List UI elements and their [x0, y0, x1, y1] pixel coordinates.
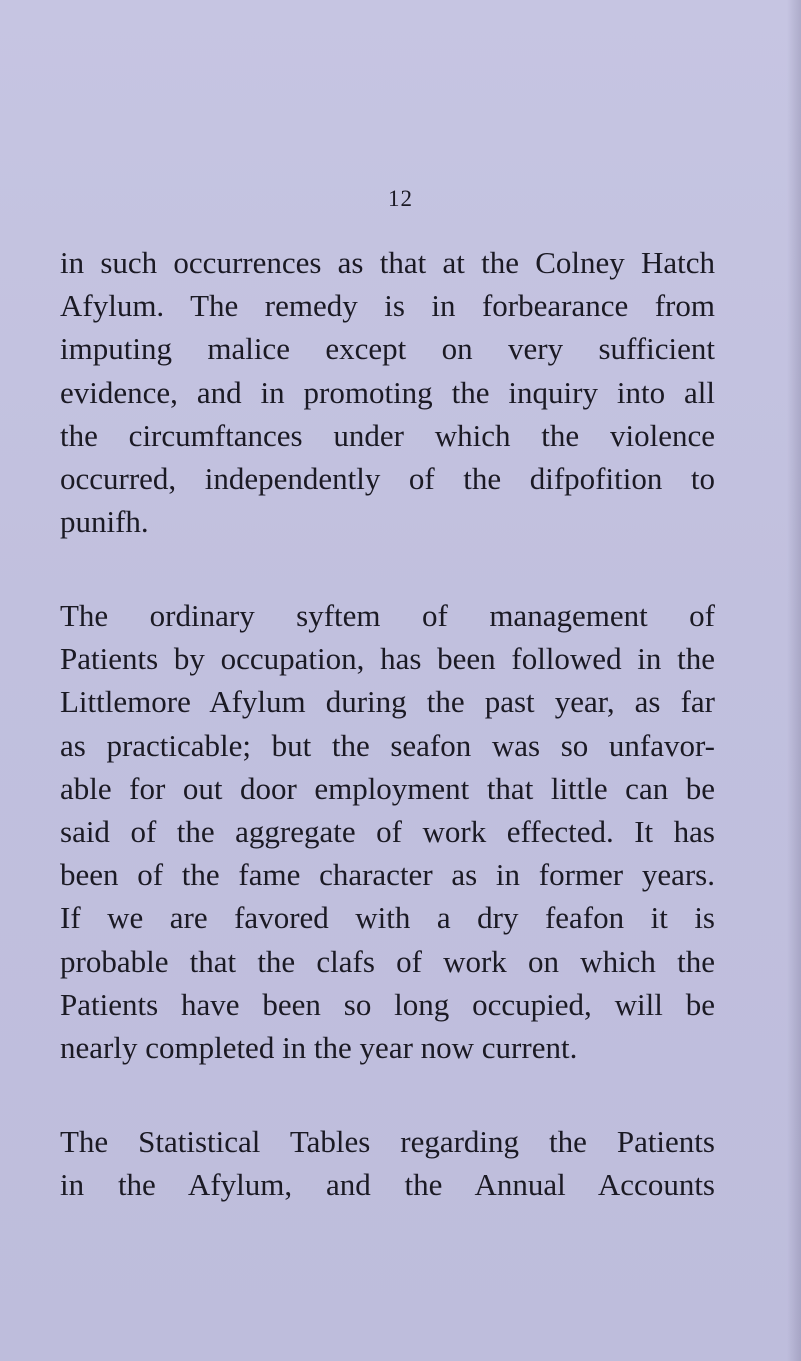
- text-line: probable that the clafs of work on which the: [60, 943, 715, 979]
- paragraph-2: [60, 594, 715, 1069]
- text-line: Afylum. The remedy is in forbearance from: [60, 288, 715, 324]
- text-line: in the Afylum, and the Annual Accounts: [60, 1167, 715, 1203]
- text-line: Littlemore Afylum during the past year, as far: [60, 684, 715, 720]
- text-line: the circumftances under which the violence: [60, 417, 715, 453]
- text-line: evidence, and in promoting the inquiry into all: [60, 374, 715, 410]
- text-line: been of the fame character as in former years.: [60, 857, 715, 893]
- text-line: occurred, independently of the difpofition to: [60, 461, 715, 497]
- text-line: punifh.: [60, 504, 149, 540]
- text-line: in such occurrences as that at the Colney Hatch: [60, 245, 715, 280]
- text-line: able for out door employment that little can be: [60, 770, 715, 806]
- paragraph-3: [60, 1120, 715, 1206]
- text-line: If we are favored with a dry feafon it is: [60, 900, 715, 936]
- text-line: Patients by occupation, has been followed in the: [60, 641, 715, 677]
- text-line: Patients have been so long occupied, will be: [60, 986, 715, 1022]
- text-line: The ordinary syftem of management of: [60, 598, 715, 633]
- text-line: nearly completed in the year now current.: [60, 1030, 578, 1066]
- text-line: said of the aggregate of work effected. It has: [60, 814, 715, 850]
- text-line: imputing malice except on very sufficient: [60, 331, 715, 367]
- page-number: 12: [388, 186, 413, 211]
- paragraph-1: [60, 241, 715, 543]
- text-line: The Statistical Tables regarding the Patients: [60, 1124, 715, 1159]
- text-line: as practicable; but the seafon was so unfavor-: [60, 727, 715, 763]
